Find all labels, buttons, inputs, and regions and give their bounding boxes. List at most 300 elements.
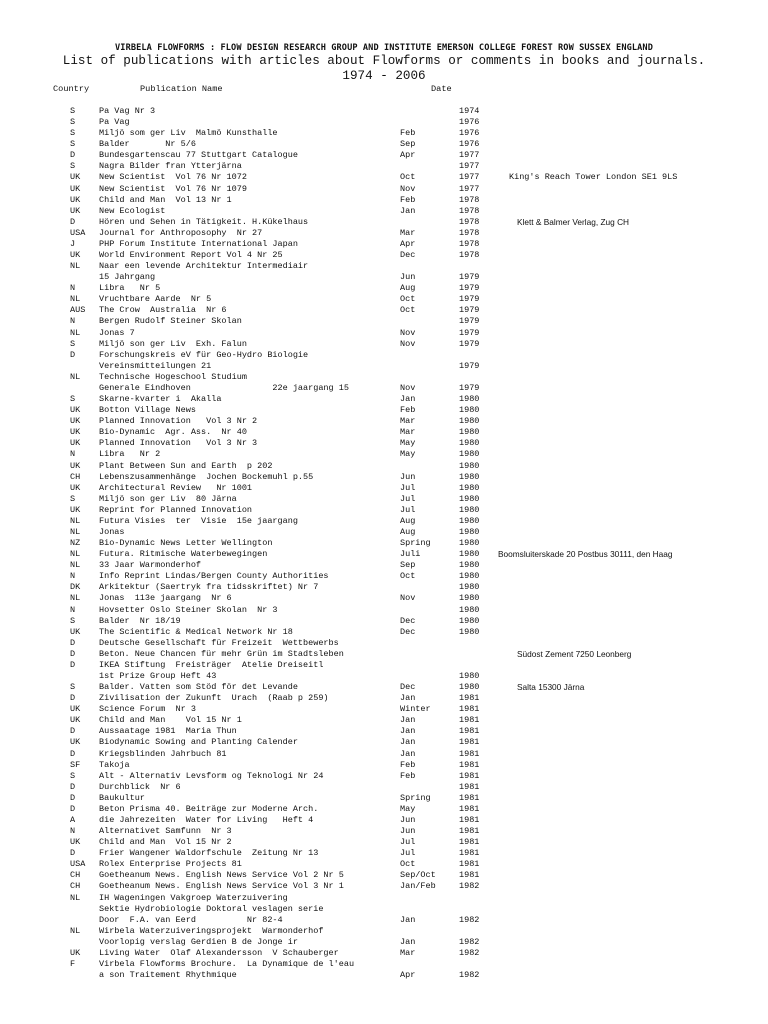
country-cell: AUS (70, 305, 86, 316)
year-cell: 1981 (459, 803, 480, 814)
country-cell: D (70, 803, 76, 814)
country-cell: D (70, 150, 76, 161)
country-cell: NL (70, 526, 81, 537)
publication-cell: Miljö son ger Liv Exh. Falun (99, 338, 247, 349)
year-cell: 1980 (459, 515, 480, 526)
year-cell: 1981 (459, 859, 480, 870)
publication-cell: a son Traitement Rhythmique (99, 970, 237, 981)
year-cell: 1980 (459, 416, 480, 427)
list-item (0, 427, 768, 438)
country-cell: S (70, 615, 76, 626)
list-item (0, 294, 768, 305)
year-cell: 1980 (459, 449, 480, 460)
country-cell: D (70, 637, 76, 648)
publication-cell: The Scientific & Medical Network Nr 18 (99, 626, 293, 637)
publication-cell: Generale Eindhoven 22e jaargang 15 (99, 382, 349, 393)
month-cell: Jul (400, 482, 416, 493)
publication-cell: Living Water Olaf Alexandersson V Schauberger (99, 947, 339, 958)
publication-cell: Virbela Flowforms Brochure. La Dynamique de l'eau (99, 959, 355, 970)
country-cell: NL (70, 294, 81, 305)
year-cell: 1979 (459, 294, 480, 305)
country-cell: UK (70, 947, 81, 958)
year-cell: 1981 (459, 792, 480, 803)
publication-cell: Jonas 7 (99, 327, 135, 338)
year-cell: 1980 (459, 460, 480, 471)
country-cell: SF (70, 759, 81, 770)
year-cell: 1980 (459, 670, 480, 681)
year-cell: 1981 (459, 759, 480, 770)
country-cell: CH (70, 471, 81, 482)
month-cell: Spring (400, 792, 431, 803)
list-item (0, 582, 768, 593)
country-cell: NL (70, 327, 81, 338)
year-cell: 1980 (459, 571, 480, 582)
list-item (0, 726, 768, 737)
country-cell: S (70, 117, 76, 128)
publication-cell: Libra Nr 5 (99, 283, 161, 294)
month-cell: Feb (400, 770, 416, 781)
publication-cell: Rolex Enterprise Projects 81 (99, 859, 242, 870)
publication-cell: Voorlopig verslag Gerdien B de Jonge ir (99, 936, 298, 947)
publication-cell: PHP Forum Institute International Japan (99, 238, 298, 249)
publication-cell: Kriegsblinden Jahrbuch 81 (99, 748, 227, 759)
year-cell: 1978 (459, 205, 480, 216)
publication-cell: Bio-Dynamic News Letter Wellington (99, 538, 273, 549)
country-cell: UK (70, 715, 81, 726)
month-cell: Jan (400, 737, 416, 748)
country-cell: UK (70, 405, 81, 416)
year-cell: 1981 (459, 848, 480, 859)
country-cell: S (70, 394, 76, 405)
year-cell: 1979 (459, 305, 480, 316)
list-item (0, 217, 768, 228)
list-item (0, 505, 768, 516)
year-cell: 1981 (459, 726, 480, 737)
list-item (0, 272, 768, 283)
year-cell: 1977 (459, 183, 480, 194)
list-item (0, 195, 768, 206)
month-cell: Apr (400, 238, 416, 249)
month-cell: Oct (400, 859, 416, 870)
list-item (0, 350, 768, 361)
publication-cell: Balder Nr 5/6 (99, 139, 196, 150)
country-cell: N (70, 316, 76, 327)
list-item (0, 605, 768, 616)
list-item (0, 516, 768, 527)
list-item (0, 693, 768, 704)
document-date-range: 1974 - 2006 (342, 69, 426, 83)
month-cell: Feb (400, 128, 416, 139)
publication-cell: Miljö son ger Liv 80 Järna (99, 493, 237, 504)
year-cell: 1979 (459, 272, 480, 283)
list-item (0, 549, 768, 560)
list-item (0, 449, 768, 460)
list-item (0, 904, 768, 915)
list-item (0, 261, 768, 272)
country-cell: NL (70, 515, 81, 526)
list-item (0, 461, 768, 472)
country-cell: UK (70, 837, 81, 848)
country-cell: USA (70, 859, 86, 870)
publication-cell: Bergen Rudolf Steiner Skolan (99, 316, 242, 327)
year-cell: 1981 (459, 715, 480, 726)
year-cell: 1979 (459, 283, 480, 294)
country-cell: S (70, 682, 76, 693)
publication-cell: Biodynamic Sowing and Planting Calender (99, 737, 298, 748)
country-cell: CH (70, 870, 81, 881)
year-cell: 1979 (459, 360, 480, 371)
country-cell: NL (70, 892, 81, 903)
month-cell: Dec (400, 626, 416, 637)
list-item (0, 161, 768, 172)
country-cell: D (70, 781, 76, 792)
country-cell: N (70, 826, 76, 837)
year-cell: 1980 (459, 482, 480, 493)
list-item (0, 970, 768, 981)
year-cell: 1980 (459, 405, 480, 416)
list-item (0, 560, 768, 571)
publication-cell: Forschungskreis eV für Geo-Hydro Biologie (99, 349, 309, 360)
year-cell: 1977 (459, 161, 480, 172)
publication-cell: Bio-Dynamic Agr. Ass. Nr 40 (99, 427, 247, 438)
country-cell: NL (70, 371, 81, 382)
list-item (0, 959, 768, 970)
publication-cell: Jonas 113e jaargang Nr 6 (99, 593, 232, 604)
month-cell: Apr (400, 150, 416, 161)
publication-cell: Futura Visies ter Visie 15e jaargang (99, 515, 298, 526)
list-item (0, 472, 768, 483)
year-cell: 1976 (459, 117, 480, 128)
document-title-line: List of publications with articles about Flowforms or comments in books and journals. (62, 54, 706, 68)
year-cell: 1977 (459, 172, 480, 183)
year-cell: 1980 (459, 682, 480, 693)
month-cell: Jun (400, 815, 416, 825)
note-cell: Salta 15300 Järna (517, 682, 585, 693)
publication-cell: Balder. Vatten som Stöd för det Levande (99, 682, 298, 693)
year-cell: 1979 (459, 338, 480, 349)
month-cell: Jul (400, 493, 416, 504)
country-cell: UK (70, 183, 81, 194)
country-cell: D (70, 848, 76, 859)
year-cell: 1980 (459, 604, 480, 615)
year-cell: 1980 (459, 538, 480, 549)
list-item (0, 206, 768, 217)
publication-cell: Door F.A. van Eerd Nr 82-4 (99, 914, 283, 925)
list-item (0, 283, 768, 294)
publication-cell: 33 Jaar Warmonderhof (99, 560, 202, 571)
year-cell: 1980 (459, 560, 480, 571)
country-cell: NL (70, 925, 81, 936)
month-cell: Dec (400, 250, 416, 261)
publication-cell: Aussaatage 1981 Maria Thun (99, 726, 237, 737)
month-cell: Jan (400, 693, 416, 704)
list-item (0, 638, 768, 649)
publication-cell: Planned Innovation Vol 3 Nr 2 (99, 416, 258, 427)
list-item (0, 682, 768, 693)
month-cell: Winter (400, 704, 431, 715)
month-cell: Jan/Feb (400, 881, 436, 892)
year-cell: 1980 (459, 438, 480, 449)
year-cell: 1976 (459, 139, 480, 150)
list-item (0, 483, 768, 494)
publication-cell: Lebenszusammenhänge Jochen Bockemuhl p.55 (99, 471, 314, 482)
publication-cell: Hovsetter Oslo Steiner Skolan Nr 3 (99, 604, 278, 615)
month-cell: Jul (400, 848, 416, 859)
note-cell: Boomsluiterskade 20 Postbus 30111, den Haag (498, 549, 673, 560)
country-cell: S (70, 338, 76, 349)
publication-cell: World Environment Report Vol 4 Nr 25 (99, 250, 283, 261)
country-cell: D (70, 693, 76, 704)
list-item (0, 106, 768, 117)
publication-cell: Skarne-kvarter i Akalla (99, 394, 222, 405)
list-item (0, 704, 768, 715)
year-cell: 1982 (459, 936, 480, 947)
country-cell: CH (70, 881, 81, 892)
month-cell: Oct (400, 571, 416, 582)
year-cell: 1980 (459, 549, 480, 560)
year-cell: 1974 (459, 106, 480, 116)
month-cell: Mar (400, 427, 416, 438)
list-item (0, 859, 768, 870)
month-cell: May (400, 438, 416, 449)
list-item (0, 328, 768, 339)
list-item (0, 804, 768, 815)
month-cell: Nov (400, 327, 416, 338)
country-cell: UK (70, 427, 81, 438)
column-header-country: Country (53, 84, 90, 94)
publication-cell: Miljö som ger Liv Malmö Kunsthalle (99, 128, 278, 139)
list-item (0, 926, 768, 937)
list-item (0, 383, 768, 394)
year-cell: 1980 (459, 593, 480, 604)
list-item (0, 671, 768, 682)
publication-cell: Jonas (99, 526, 125, 537)
year-cell: 1980 (459, 582, 480, 593)
list-item (0, 782, 768, 793)
column-header-publication: Publication Name (140, 84, 223, 94)
publication-cell: Libra Nr 2 (99, 449, 161, 460)
list-item (0, 394, 768, 405)
month-cell: Apr (400, 970, 416, 981)
year-cell: 1981 (459, 870, 480, 881)
month-cell: Jan (400, 936, 416, 947)
month-cell: May (400, 449, 416, 460)
month-cell: Aug (400, 283, 416, 294)
month-cell: Oct (400, 305, 416, 316)
month-cell: Spring (400, 538, 431, 549)
month-cell: Dec (400, 682, 416, 693)
country-cell: D (70, 659, 76, 670)
year-cell: 1979 (459, 382, 480, 393)
month-cell: Jun (400, 826, 416, 837)
list-item (0, 627, 768, 638)
list-item (0, 527, 768, 538)
list-item (0, 881, 768, 892)
publication-cell: Pa Vag (99, 117, 130, 128)
country-cell: UK (70, 172, 81, 183)
country-cell: UK (70, 194, 81, 205)
month-cell: Feb (400, 194, 416, 205)
list-item (0, 793, 768, 804)
publication-cell: New Scientist Vol 76 Nr 1079 (99, 183, 247, 194)
list-item (0, 771, 768, 782)
year-cell: 1978 (459, 227, 480, 238)
publication-cell: Frier Wangener Waldorfschule Zeitung Nr 13 (99, 848, 319, 859)
publication-cell: Deutsche Gesellschaft für Freizeit Wettbewerbs (99, 637, 339, 648)
publication-cell: 15 Jahrgang (99, 272, 156, 283)
publication-cell: 1st Prize Group Heft 43 (99, 670, 217, 681)
publication-cell: Vruchtbare Aarde Nr 5 (99, 294, 212, 305)
year-cell: 1982 (459, 914, 480, 925)
publication-cell: Alt - Alternativ Levsform og Teknologi Nr 24 (99, 770, 324, 781)
list-item (0, 128, 768, 139)
month-cell: Jan (400, 914, 416, 925)
year-cell: 1980 (459, 471, 480, 482)
year-cell: 1979 (459, 316, 480, 327)
year-cell: 1980 (459, 626, 480, 637)
list-item (0, 538, 768, 549)
country-cell: NZ (70, 538, 81, 549)
year-cell: 1979 (459, 327, 480, 338)
publication-cell: Alternativet Samfunn Nr 3 (99, 826, 232, 837)
publication-cell: Hören und Sehen in Tätigkeit. H.Kükelhaus (99, 216, 309, 227)
list-item (0, 416, 768, 427)
publication-cell: Planned Innovation Vol 3 Nr 3 (99, 438, 258, 449)
country-cell: F (70, 959, 76, 970)
month-cell: Jan (400, 726, 416, 737)
list-item (0, 649, 768, 660)
list-item (0, 361, 768, 372)
month-cell: Feb (400, 759, 416, 770)
publication-cell: Sektie Hydrobiologie Doktoral veslagen serie (99, 903, 324, 914)
month-cell: Mar (400, 416, 416, 427)
publication-cell: Child and Man Vol 13 Nr 1 (99, 194, 232, 205)
country-cell: D (70, 648, 76, 659)
month-cell: Nov (400, 338, 416, 349)
country-cell: S (70, 106, 76, 116)
month-cell: Sep/Oct (400, 870, 436, 881)
country-cell: N (70, 449, 76, 460)
country-cell: UK (70, 704, 81, 715)
list-item (0, 893, 768, 904)
list-item (0, 250, 768, 261)
year-cell: 1980 (459, 615, 480, 626)
month-cell: Sep (400, 560, 416, 571)
list-item (0, 117, 768, 128)
month-cell: Mar (400, 227, 416, 238)
year-cell: 1976 (459, 128, 480, 139)
publication-cell: Beton. Neue Chancen für mehr Grün im Stadtsleben (99, 648, 344, 659)
list-item (0, 937, 768, 948)
country-cell: A (70, 815, 76, 825)
country-cell: S (70, 128, 76, 139)
publication-cell: Takoja (99, 759, 130, 770)
month-cell: Oct (400, 172, 416, 183)
year-cell: 1980 (459, 526, 480, 537)
country-cell: N (70, 604, 76, 615)
year-cell: 1981 (459, 693, 480, 704)
publication-cell: IKEA Stiftung Freisträger Atelie Dreiseitl (99, 659, 324, 670)
list-item (0, 339, 768, 350)
country-cell: N (70, 571, 76, 582)
publication-cell: Plant Between Sun and Earth p 202 (99, 460, 273, 471)
publication-cell: Bundesgartenscau 77 Stuttgart Catalogue (99, 150, 298, 161)
country-cell: UK (70, 416, 81, 427)
publication-cell: Beton Prisma 40. Beiträge zur Moderne Arch. (99, 803, 319, 814)
country-cell: S (70, 770, 76, 781)
publication-list (0, 106, 768, 981)
country-cell: NL (70, 593, 81, 604)
year-cell: 1978 (459, 238, 480, 249)
publication-cell: Science Forum Nr 3 (99, 704, 196, 715)
publication-cell: Info Reprint Lindas/Bergen County Authorities (99, 571, 329, 582)
note-cell: King's Reach Tower London SE1 9LS (509, 172, 678, 183)
list-item (0, 239, 768, 250)
year-cell: 1981 (459, 815, 480, 825)
list-item (0, 184, 768, 195)
month-cell: Juli (400, 549, 421, 560)
list-item (0, 172, 768, 183)
list-item (0, 760, 768, 771)
publication-cell: Futura. Ritmische Waterbewegingen (99, 549, 268, 560)
list-item (0, 815, 768, 826)
list-item (0, 826, 768, 837)
month-cell: Mar (400, 947, 416, 958)
publication-cell: Wirbela Waterzuiveringsprojekt Warmonderhof (99, 925, 324, 936)
country-cell: UK (70, 460, 81, 471)
publication-cell: Zivilisation der Zukunft Urach (Raab p 259) (99, 693, 329, 704)
country-cell: D (70, 726, 76, 737)
country-cell: S (70, 493, 76, 504)
list-item (0, 228, 768, 239)
publication-cell: Durchblick Nr 6 (99, 781, 181, 792)
list-item (0, 305, 768, 316)
country-cell: UK (70, 438, 81, 449)
list-item (0, 749, 768, 760)
month-cell: Jan (400, 715, 416, 726)
country-cell: UK (70, 482, 81, 493)
month-cell: Sep (400, 139, 416, 150)
year-cell: 1981 (459, 704, 480, 715)
publication-cell: Journal for Anthroposophy Nr 27 (99, 227, 263, 238)
month-cell: Jun (400, 471, 416, 482)
country-cell: NL (70, 560, 81, 571)
note-cell: Klett & Balmer Verlag, Zug CH (517, 216, 630, 227)
document-title (0, 54, 768, 84)
country-cell: UK (70, 205, 81, 216)
list-item (0, 593, 768, 604)
year-cell: 1980 (459, 493, 480, 504)
year-cell: 1981 (459, 770, 480, 781)
note-cell: Südost Zement 7250 Leonberg (517, 648, 632, 659)
publication-cell: Architectural Review Nr 1001 (99, 482, 253, 493)
country-cell: J (70, 238, 76, 249)
publication-cell: Child and Man Vol 15 Nr 1 (99, 715, 242, 726)
publication-cell: New Ecologist (99, 205, 166, 216)
month-cell: Nov (400, 593, 416, 604)
list-item (0, 438, 768, 449)
month-cell: Jul (400, 504, 416, 515)
list-item (0, 715, 768, 726)
country-cell: DK (70, 582, 81, 593)
year-cell: 1981 (459, 737, 480, 748)
country-cell: S (70, 139, 76, 150)
country-cell: UK (70, 504, 81, 515)
publication-cell: Child and Man Vol 15 Nr 2 (99, 837, 232, 848)
year-cell: 1980 (459, 427, 480, 438)
month-cell: Dec (400, 615, 416, 626)
list-item (0, 948, 768, 959)
